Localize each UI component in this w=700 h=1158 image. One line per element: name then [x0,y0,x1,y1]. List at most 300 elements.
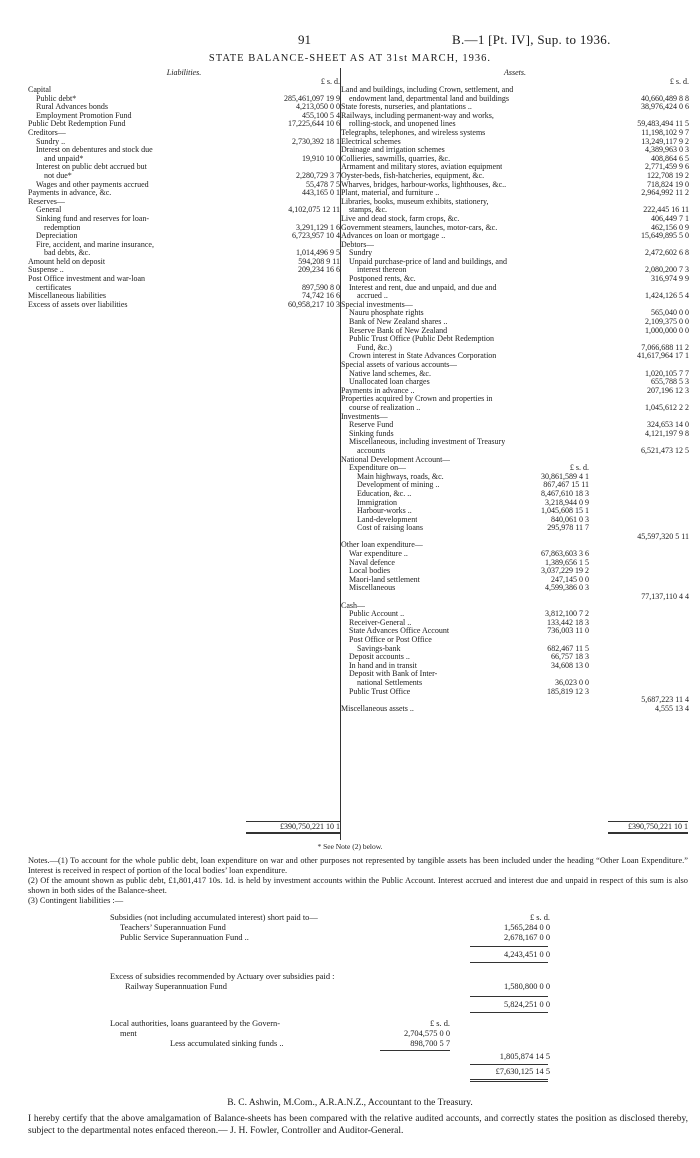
asset-row [341,335,689,344]
asset-row [341,206,689,215]
asset-amount: 406,449 7 1 [651,213,689,223]
asset-row [341,456,689,465]
asset-label: Libraries, books, museum exhibits, stationery, [341,197,489,206]
asset-label: National Development Account— [341,455,451,464]
liability-label: Public Debt Redemption Fund [28,120,126,129]
asset-label: Special investments— [341,300,413,309]
liability-amount: 285,461,097 19 9 [284,93,340,103]
public-service-row [120,932,550,943]
asset-amount: 5,687,223 11 4 [641,695,689,705]
asset-label: Education, &c. .. [357,489,412,498]
note-2: (2) Of the amount shown as public debt, £1,801,417 10s. 1d. is held by investment accounts within the Public Account. Interest accrued and interest due and unpaid in respect of this sum is also shown in both sides of the Balance-sheet. [28,876,688,895]
rule [470,1079,548,1082]
liability-row [28,155,340,164]
asset-amount: 565,040 0 0 [651,308,689,318]
asset-row [341,447,689,456]
asset-amount: 2,472,602 6 8 [645,248,689,258]
asset-label: Land-development [357,515,418,524]
liability-row [28,284,340,293]
asset-amount: 4,389,963 0 3 [645,145,689,155]
asset-row [341,602,689,611]
liability-label: Sundry .. [36,137,66,146]
asset-label: Railways, including permanent-way and works, [341,111,494,120]
asset-label: accounts [357,446,385,455]
liability-label: Rural Advances bonds [36,103,108,112]
local-authorities-label: Local authorities, loans guaranteed by the Govern- [110,1019,280,1028]
asset-row [341,593,689,602]
asset-amount: 45,597,320 5 11 [637,531,689,541]
asset-row [341,86,689,95]
asset-row [341,224,689,233]
rule [470,996,548,997]
liability-row [28,215,340,224]
liability-amount: 19,910 10 0 [302,153,340,163]
asset-label: Public Trust Office (Public Debt Redemption [349,335,494,344]
asset-row [341,705,689,714]
asset-label: Bank of New Zealand shares .. [349,318,448,327]
liability-label: Post Office investment and war-loan [28,275,145,284]
assets-rows [341,86,689,713]
asset-row [341,421,689,430]
asset-label: Local bodies [349,567,391,576]
liability-amount: 209,234 16 6 [298,265,340,275]
asset-subamount: 30,861,589 4 1 [541,471,589,481]
asset-row [341,610,689,619]
asset-label: Native land schemes, &c. [349,369,431,378]
asset-row [341,473,689,482]
asset-label: Development of mining .. [357,481,440,490]
asset-label: Payments in advance .. [341,386,415,395]
liability-amount: 594,208 9 11 [298,256,340,266]
asset-row [341,533,689,542]
asset-label: endowment land, departmental land and buildings [349,94,509,103]
asset-amount: 2,080,200 7 3 [645,265,689,275]
asset-amount: 4,121,197 9 8 [645,428,689,438]
asset-row [341,584,689,593]
asset-amount: 462,156 0 9 [651,222,689,232]
asset-row [341,516,689,525]
contingent-unit-label: £ s. d. [529,913,550,922]
asset-subamount: 34,608 13 0 [551,660,589,670]
asset-row [341,327,689,336]
asset-row [341,662,689,671]
excess-label: Excess of subsidies recommended by Actuary over subsidies paid : [110,972,335,981]
asset-row [341,619,689,628]
asset-row [341,481,689,490]
asset-row [341,653,689,662]
asset-label: Telegraphs, telephones, and wireless systems [341,128,486,137]
liability-label: redemption [44,223,81,232]
asset-amount: 1,045,612 2 2 [645,402,689,412]
liability-row [28,206,340,215]
assets-column [340,68,689,840]
liability-amount: 455,100 5 4 [302,110,340,120]
asset-amount: 2,771,459 9 6 [645,162,689,172]
asset-subamount: 3,218,944 0 9 [545,497,589,507]
asset-label: Properties acquired by Crown and properties in [341,395,493,404]
liability-label: Employment Promotion Fund [36,111,132,120]
asset-label: Wharves, bridges, harbour-works, lighthouses, &c.. [341,180,507,189]
asset-label: Postponed rents, &c. [349,275,416,284]
asset-row [341,275,689,284]
asset-label: Drainage and irrigation schemes [341,146,445,155]
asset-row [341,129,689,138]
asset-row [341,438,689,447]
liability-row [28,146,340,155]
liability-row [28,103,340,112]
asset-row [341,103,689,112]
asset-label: Nauru phosphate rights [349,309,424,318]
asset-row [341,292,689,301]
liability-row [28,95,340,104]
page-title: STATE BALANCE-SHEET AS AT 31st MARCH, 1936. [208,53,492,64]
asset-label: Advances on loan or mortgage .. [341,232,446,241]
asset-row [341,241,689,250]
asset-row [341,258,689,267]
asset-subamount: 67,863,603 3 6 [541,549,589,559]
asset-subamount: 1,389,656 1 5 [545,557,589,567]
liability-label: Miscellaneous liabilities [28,292,106,301]
liability-label: Fire, accident, and marine insurance, [36,240,154,249]
asset-label: Deposit with Bank of Inter- [349,670,438,679]
asset-subamount: 867,467 15 11 [543,480,589,490]
liability-row [28,232,340,241]
asset-row [341,249,689,258]
liability-row [28,189,340,198]
asset-row [341,490,689,499]
liability-amount: 4,102,075 12 11 [288,205,340,215]
asset-label: course of realization .. [349,403,421,412]
asset-row [341,404,689,413]
asset-amount: 6,521,473 12 5 [641,445,689,455]
liability-label: Creditors— [28,128,66,137]
asset-label: Deposit accounts .. [349,653,410,662]
liabilities-column [28,68,340,309]
liability-row [28,241,340,250]
asset-label: stamps, &c. [349,206,387,215]
asset-row [341,430,689,439]
liability-row [28,172,340,181]
asset-row [341,567,689,576]
asset-subamount: 8,467,610 18 3 [541,488,589,498]
rule [470,1064,548,1065]
asset-label: Plant, material, and furniture .. [341,189,440,198]
asset-subamount: 36,023 0 0 [555,677,589,687]
asset-amount: 15,649,895 5 0 [641,231,689,241]
asset-subamount: 736,003 11 0 [547,626,589,636]
asset-label: Crown interest in State Advances Corporation [349,352,497,361]
liability-label: Excess of assets over liabilities [28,300,128,309]
asset-label: State Advances Office Account [349,627,450,636]
asset-label: Cost of raising loans [357,524,423,533]
notes-section [28,856,688,906]
sinking-label: Less accumulated sinking funds .. [170,1039,284,1048]
liability-label: Suspense .. [28,266,64,275]
asset-subamount: 840,061 0 3 [551,514,589,524]
teachers-amount: 1,565,284 0 0 [503,923,550,932]
liability-label: General [36,206,62,215]
asset-label: Miscellaneous [349,584,396,593]
liability-label: Depreciation [36,232,78,241]
asset-amount: 222,445 16 11 [643,205,689,215]
grand-total-row [120,1066,550,1077]
asset-amount: 77,137,110 4 4 [641,592,689,602]
asset-subamount: 66,757 18 3 [551,652,589,662]
railway-label: Railway Superannuation Fund [125,982,227,991]
public-service-amount: 2,678,167 0 0 [503,933,550,942]
liability-row [28,249,340,258]
liabilities-heading: Liabilities. [166,68,202,77]
asset-row [341,645,689,654]
asset-label: Government steamers, launches, motor-cars, &c. [341,223,498,232]
asset-subamount: 4,599,386 0 3 [545,583,589,593]
liability-label: not due* [44,171,72,180]
asset-label: Public Trust Office [349,687,411,696]
asset-amount: 11,198,102 9 7 [641,127,689,137]
asset-label: Harbour-works .. [357,507,412,516]
liabilities-unit-header [28,77,340,86]
local-net-amount: 1,805,874 14 5 [499,1052,550,1061]
public-service-label: Public Service Superannuation Fund .. [120,933,249,942]
asset-label: Immigration [357,498,397,507]
asset-label: Maori-land settlement [349,575,420,584]
asset-subamount: 185,819 12 3 [547,686,589,696]
asset-row [341,413,689,422]
asset-subamount: 3,037,229 19 2 [541,566,589,576]
sinking-amount: 898,700 5 7 [410,1039,450,1048]
asset-row [341,163,689,172]
liability-label: Wages and other payments accrued [36,180,149,189]
asset-amount: 2,964,992 11 2 [641,188,689,198]
asset-row [341,395,689,404]
asset-row [341,507,689,516]
asset-label: Miscellaneous assets .. [341,704,414,713]
local-amount: 2,704,575 0 0 [403,1029,450,1038]
asset-row [341,95,689,104]
subsidies-heading: Subsidies (not including accumulated interest) short paid to— [110,913,318,922]
liability-amount: 2,730,392 18 1 [292,136,340,146]
asset-label: Live and dead stock, farm crops, &c. [341,214,460,223]
liability-label: bad debts, &c. [44,249,91,258]
footnote: * See Note (2) below. [317,842,383,851]
asset-row [341,266,689,275]
asset-label: Fund, &c.) [357,343,392,352]
asset-amount: 2,109,375 0 0 [645,317,689,327]
asset-row [341,696,689,705]
assets-unit-header [341,77,689,86]
asset-label: Expenditure on— [349,464,407,473]
liability-amount: 897,590 8 0 [302,282,340,292]
assets-unit-label: £ s. d. [669,77,689,86]
asset-row [341,670,689,679]
asset-row [341,679,689,688]
liability-amount: 3,291,129 1 6 [296,222,340,232]
liability-amount: 443,165 0 1 [302,188,340,198]
asset-label: Reserve Bank of New Zealand [349,326,448,335]
subtotal-1: 4,243,451 0 0 [503,950,550,959]
liability-row [28,275,340,284]
asset-label: Savings-bank [357,644,401,653]
asset-row [341,627,689,636]
asset-subamount: £ s. d. [569,463,589,473]
local-net-row [120,1051,550,1062]
asset-row [341,387,689,396]
subtotal-1-row [120,949,550,960]
asset-label: Electrical schemes [341,137,401,146]
asset-label: Interest and rent, due and unpaid, and due and [349,283,497,292]
asset-label: Post Office or Post Office [349,636,432,644]
asset-amount: 38,976,424 0 6 [641,102,689,112]
asset-amount: 207,196 12 3 [647,385,689,395]
asset-label: Oyster-beds, fish-hatcheries, equipment, &c. [341,171,485,180]
railway-amount: 1,580,800 0 0 [503,982,550,991]
asset-label: Special assets of various accounts— [341,361,458,369]
asset-row [341,232,689,241]
assets-heading: Assets. [504,68,526,77]
auditor-certificate: I hereby certify that the above amalgamation of Balance-sheets has been compared with the relative audited accounts, and correctly states the position as disclosed thereby, subject to the departmental notes enfaced thereon.— J. H. Fowler, Controller and Auditor-General. [28,1114,688,1136]
asset-amount: 122,708 19 2 [647,170,689,180]
asset-row [341,550,689,559]
asset-subamount: 3,812,100 7 2 [545,609,589,619]
liability-amount: 6,723,957 10 4 [292,231,340,241]
liability-row [28,138,340,147]
rule [470,962,548,963]
liability-amount: 2,280,729 3 7 [296,170,340,180]
rule [470,1012,548,1013]
liability-amount: 74,742 16 6 [302,291,340,301]
page-number: 91 [298,32,311,47]
asset-row [341,352,689,361]
liability-amount: 55,478 7 5 [306,179,340,189]
subtotal-2-row [120,999,550,1010]
page-header [0,32,700,46]
asset-row [341,155,689,164]
asset-label: State forests, nurseries, and plantations .. [341,103,472,112]
note-1: Notes.—(1) To account for the whole public debt, loan expenditure on war and other purposes not represented by tangible assets has been included under the heading “Other Loan Expenditure.” Interest is received in respect of portion of the local bodies’ loan expenditure. [28,856,688,875]
asset-row [341,120,689,129]
asset-row [341,499,689,508]
asset-amount: 41,617,964 17 1 [637,351,689,361]
asset-amount: 324,653 14 0 [647,420,689,430]
asset-row [341,309,689,318]
liability-row [28,181,340,190]
asset-label: Other loan expenditure— [341,541,423,550]
asset-row [341,138,689,147]
asset-label: Armament and military stores, aviation equipment [341,163,503,172]
asset-label: Cash— [341,601,365,610]
asset-amount: 408,864 6 5 [651,153,689,163]
liability-row [28,120,340,129]
asset-label: Land and buildings, including Crown, settlement, and [341,86,514,94]
liabilities-total: £390,750,221 10 1 [246,821,340,834]
asset-amount: 316,974 9 9 [651,274,689,284]
liability-label: Reserves— [28,197,65,206]
liability-label: certificates [36,283,72,292]
asset-label: Unpaid purchase-price of land and buildings, and [349,257,507,266]
asset-label: War expenditure .. [349,550,408,559]
asset-amount: 718,824 19 0 [647,179,689,189]
liability-label: Interest on debentures and stock due [36,146,153,155]
asset-row [341,181,689,190]
local-unit-label: £ s. d. [429,1019,450,1028]
liabilities-rows [28,86,340,309]
local-authorities-label-cont: ment [120,1029,137,1038]
liability-row [28,266,340,275]
asset-subamount: 682,467 11 5 [547,643,589,653]
sinking-row [170,1038,550,1049]
asset-label: Receiver-General .. [349,618,412,627]
asset-label: Reserve Fund [349,421,394,430]
asset-subamount: 133,442 18 3 [547,617,589,627]
asset-subamount: 247,145 0 0 [551,574,589,584]
asset-row [341,361,689,370]
asset-amount: 1,424,126 5 4 [645,291,689,301]
subtotal-2: 5,824,251 0 0 [503,1000,550,1009]
asset-amount: 13,249,117 9 2 [641,136,689,146]
asset-label: Investments— [341,412,388,421]
asset-row [341,636,689,645]
asset-amount: 59,483,494 11 5 [637,119,689,129]
asset-label: interest thereon [357,266,407,275]
asset-subamount: 1,045,608 15 1 [541,506,589,516]
asset-row [341,576,689,585]
asset-label: Public Account .. [349,610,405,619]
liability-label: Amount held on deposit [28,257,106,266]
asset-label: accrued .. [357,292,388,301]
asset-label: In hand and in transit [349,661,417,670]
asset-amount: 1,020,105 7 7 [645,368,689,378]
liabilities-unit-label: £ s. d. [320,77,340,86]
asset-row [341,215,689,224]
asset-label: national Settlements [357,678,423,687]
liability-amount: 60,958,217 10 3 [288,299,340,309]
liability-amount: 17,225,644 10 6 [288,119,340,129]
asset-row [341,541,689,550]
asset-row [341,688,689,697]
asset-label: rolling-stock, and unopened lines [349,120,456,129]
asset-amount: 40,660,489 8 8 [641,93,689,103]
railway-row [125,981,550,992]
asset-label: Unallocated loan charges [349,378,430,387]
rule [470,946,548,947]
grand-total: £7,630,125 14 5 [495,1067,550,1076]
asset-subamount: 295,978 11 7 [547,523,589,533]
liability-label: Interest on public debt accrued but [36,163,147,172]
teachers-label: Teachers’ Superannuation Fund [120,923,226,932]
asset-row [341,172,689,181]
asset-row [341,146,689,155]
asset-label: Naval defence [349,558,395,567]
liability-label: and unpaid* [44,154,84,163]
asset-row [341,464,689,473]
asset-amount: 655,788 5 3 [651,377,689,387]
liability-label: Payments in advance, &c. [28,189,112,198]
asset-row [341,301,689,310]
liability-row [28,301,340,310]
accountant-signature: B. C. Ashwin, M.Com., A.R.A.N.Z., Accountant to the Treasury. [227,1098,473,1108]
liability-row [28,258,340,267]
asset-row [341,318,689,327]
liability-label: Public debt* [36,94,77,103]
asset-row [341,370,689,379]
asset-row [341,198,689,207]
liability-amount: 1,014,496 9 5 [296,248,340,258]
asset-label: Sinking funds [349,429,394,438]
asset-label: Debtors— [341,240,375,249]
asset-amount: 7,066,688 11 2 [641,342,689,352]
liability-amount: 4,213,050 0 0 [296,102,340,112]
liability-label: Sinking fund and reserves for loan- [36,214,150,223]
